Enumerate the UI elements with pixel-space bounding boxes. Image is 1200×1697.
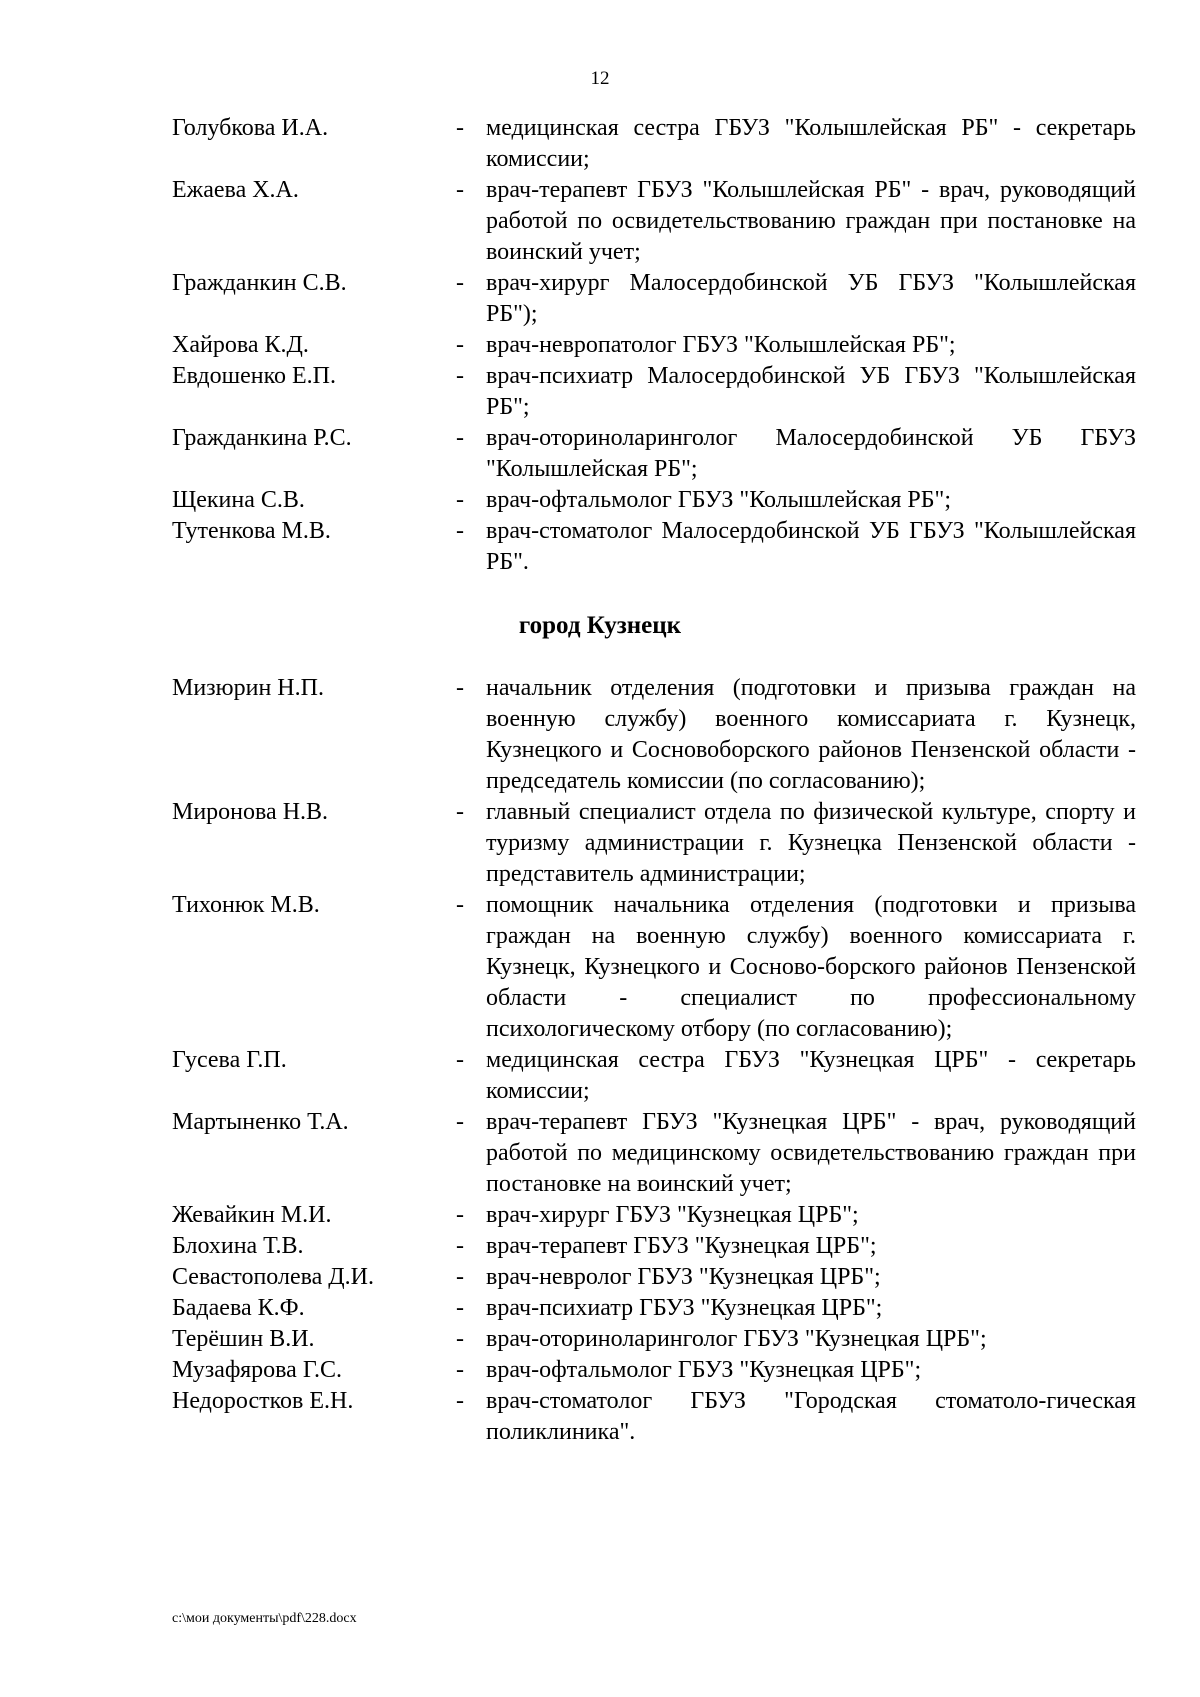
member-name: Мартыненко Т.А. [172, 1109, 349, 1135]
member-name: Тихонюк М.В. [172, 892, 320, 918]
page-number: 12 [590, 68, 610, 89]
member-role: главный специалист отдела по физической культуре, спорту и туризму администрации г. Кузнецка Пензенской области - представитель администрации; [486, 799, 1136, 887]
dash: - [456, 799, 464, 825]
member-role: врач-хирург Малосердобинской УБ ГБУЗ "Колышлейская РБ"); [486, 270, 1136, 327]
dash: - [456, 675, 464, 701]
dash: - [456, 892, 464, 918]
dash: - [456, 1264, 464, 1290]
list-item [172, 485, 1136, 516]
member-role: врач-терапевт ГБУЗ "Кузнецкая ЦРБ" - врач, руководящий работой по медицинскому освидетельствованию граждан при постановке на воинский учет; [486, 1109, 1136, 1197]
dash: - [456, 1326, 464, 1352]
member-name: Голубкова И.А. [172, 115, 329, 141]
member-role: начальник отделения (подготовки и призыва граждан на военную службу) военного комиссариата г. Кузнецк, Кузнецкого и Сосновоборского районов Пензенской области - председатель комиссии (по согласованию); [486, 675, 1136, 794]
member-name: Гусева Г.П. [172, 1047, 287, 1073]
member-name: Гражданкина Р.С. [172, 425, 352, 451]
list-item [172, 673, 1136, 797]
member-name: Ежаева Х.А. [172, 177, 299, 203]
member-role: врач-психиатр ГБУЗ "Кузнецкая ЦРБ"; [486, 1295, 883, 1321]
member-role: врач-невропатолог ГБУЗ "Колышлейская РБ"; [486, 332, 956, 358]
member-role: врач-офтальмолог ГБУЗ "Кузнецкая ЦРБ"; [486, 1357, 922, 1383]
dash: - [456, 115, 464, 141]
member-name: Терёшин В.И. [172, 1326, 315, 1352]
member-name: Хайрова К.Д. [172, 332, 309, 358]
dash: - [456, 518, 464, 544]
dash: - [456, 332, 464, 358]
dash: - [456, 1202, 464, 1228]
member-role: врач-хирург ГБУЗ "Кузнецкая ЦРБ"; [486, 1202, 859, 1228]
member-role: врач-стоматолог ГБУЗ "Городская стоматоло-гическая поликлиника". [486, 1388, 1136, 1445]
member-role: медицинская сестра ГБУЗ "Кузнецкая ЦРБ" - секретарь комиссии; [486, 1047, 1136, 1104]
member-role: врач-психиатр Малосердобинской УБ ГБУЗ "Колышлейская РБ"; [486, 363, 1136, 420]
member-name: Щекина С.В. [172, 487, 305, 513]
list-item [172, 1355, 1136, 1386]
list-item [172, 423, 1136, 485]
list-item [172, 268, 1136, 330]
member-name: Мизюрин Н.П. [172, 675, 324, 701]
member-role: медицинская сестра ГБУЗ "Колышлейская РБ" - секретарь комиссии; [486, 115, 1136, 172]
member-role: врач-оториноларинголог Малосердобинской УБ ГБУЗ "Колышлейская РБ"; [486, 425, 1136, 482]
dash: - [456, 177, 464, 203]
section-heading: город Кузнецк [518, 612, 682, 639]
member-role: врач-стоматолог Малосердобинской УБ ГБУЗ "Колышлейская РБ". [486, 518, 1136, 575]
commission-list-kolyshley [172, 113, 1136, 578]
dash: - [456, 1233, 464, 1259]
member-name: Жевайкин М.И. [172, 1202, 332, 1228]
list-item [172, 890, 1136, 1045]
member-name: Тутенкова М.В. [172, 518, 331, 544]
commission-list-kuznetsk [172, 673, 1136, 1448]
member-role: врач-офтальмолог ГБУЗ "Колышлейская РБ"; [486, 487, 951, 513]
list-item [172, 1293, 1136, 1324]
list-item [172, 1231, 1136, 1262]
member-role: врач-терапевт ГБУЗ "Кузнецкая ЦРБ"; [486, 1233, 877, 1259]
list-item [172, 1200, 1136, 1231]
member-role: помощник начальника отделения (подготовки и призыва граждан на военную службу) военного комиссариата г. Кузнецк, Кузнецкого и Сосново-борского районов Пензенской области - специалист по профессиональному психологическому отбору (по согласованию); [486, 892, 1136, 1042]
member-name: Недоростков Е.Н. [172, 1388, 354, 1414]
dash: - [456, 425, 464, 451]
member-name: Музафярова Г.С. [172, 1357, 342, 1383]
dash: - [456, 487, 464, 513]
member-name: Евдошенко Е.П. [172, 363, 337, 389]
member-name: Гражданкин С.В. [172, 270, 347, 296]
dash: - [456, 1295, 464, 1321]
member-role: врач-оториноларинголог ГБУЗ "Кузнецкая ЦРБ"; [486, 1326, 987, 1352]
dash: - [456, 1047, 464, 1073]
dash: - [456, 270, 464, 296]
member-role: врач-терапевт ГБУЗ "Колышлейская РБ" - врач, руководящий работой по освидетельствованию граждан при постановке на воинский учет; [486, 177, 1136, 265]
list-item [172, 175, 1136, 268]
list-item [172, 330, 1136, 361]
list-item [172, 361, 1136, 423]
footer-file-path: c:\мои документы\pdf\228.docx [172, 1611, 357, 1626]
member-name: Севастополева Д.И. [172, 1264, 374, 1290]
member-name: Блохина Т.В. [172, 1233, 304, 1259]
list-item [172, 1386, 1136, 1448]
dash: - [456, 363, 464, 389]
member-name: Миронова Н.В. [172, 799, 329, 825]
list-item [172, 1107, 1136, 1200]
member-role: врач-невролог ГБУЗ "Кузнецкая ЦРБ"; [486, 1264, 881, 1290]
list-item [172, 516, 1136, 578]
dash: - [456, 1357, 464, 1383]
list-item [172, 1262, 1136, 1293]
list-item [172, 113, 1136, 175]
member-name: Бадаева К.Ф. [172, 1295, 305, 1321]
list-item [172, 1324, 1136, 1355]
dash: - [456, 1388, 464, 1414]
list-item [172, 797, 1136, 890]
list-item [172, 1045, 1136, 1107]
dash: - [456, 1109, 464, 1135]
